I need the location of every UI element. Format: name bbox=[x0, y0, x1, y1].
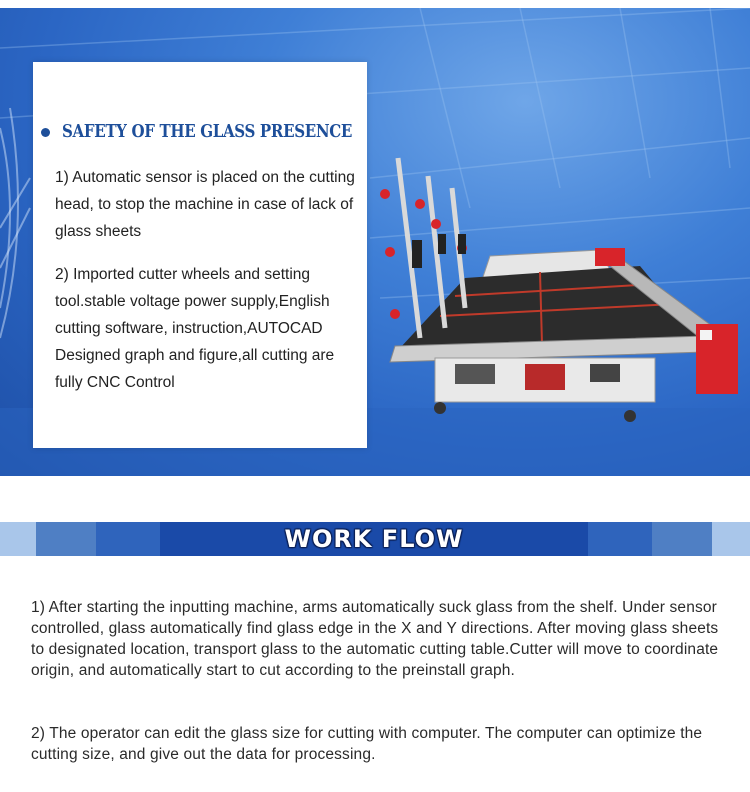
workflow-paragraph-1: 1) After starting the inputting machine, arms automatically suck glass from the shelf. Under sensor controlled, glass automatically find glass edge in the X and Y directions. After moving glass sheets to designated location, transport glass to the automatic cutting table.Cutter will move to coordinate origin, and automatically start to cut according to the preinstall graph. bbox=[31, 599, 719, 679]
banner-segment bbox=[36, 522, 96, 556]
bullet-dot-icon bbox=[41, 128, 50, 137]
workflow-title: WORK FLOW bbox=[284, 525, 464, 553]
safety-paragraph-1: 1) Automatic sensor is placed on the cutting head, to stop the machine in case of lack of glass sheets bbox=[55, 169, 355, 240]
safety-heading bbox=[41, 122, 399, 142]
workflow-banner bbox=[0, 522, 750, 556]
safety-paragraph-2: 2) Imported cutter wheels and setting tool.stable voltage power supply,English cutting software, instruction,AUTOCAD Designed graph and figure,all cutting are fully CNC Control bbox=[55, 266, 335, 391]
banner-segment bbox=[712, 522, 750, 556]
banner-segment bbox=[96, 522, 160, 556]
safety-title: SAFETY OF THE GLASS PRESENCE bbox=[62, 122, 353, 142]
workflow-paragraph-2: 2) The operator can edit the glass size for cutting with computer. The computer can optimize the cutting size, and give out the data for processing. bbox=[31, 725, 703, 763]
banner-segment bbox=[0, 522, 36, 556]
glass-cutting-machine-illustration bbox=[380, 158, 738, 422]
banner-segment bbox=[652, 522, 712, 556]
safety-info-card bbox=[33, 62, 367, 448]
hero-section bbox=[0, 8, 750, 476]
banner-segment bbox=[588, 522, 652, 556]
